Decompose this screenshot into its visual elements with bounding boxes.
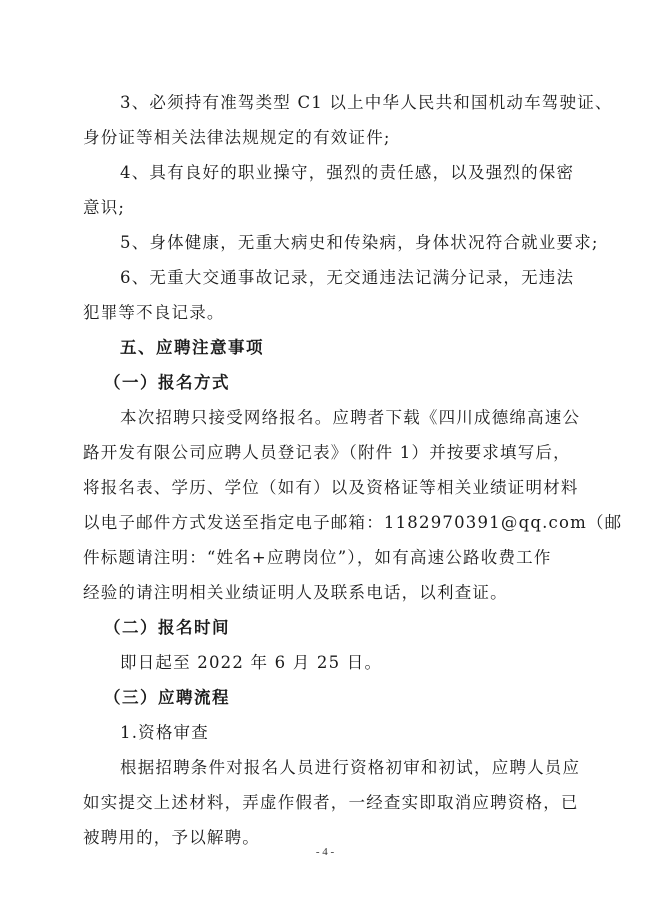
text-line: 3、必须持有准驾类型 C1 以上中华人民共和国机动车驾驶证、: [120, 93, 613, 112]
text-line: 路开发有限公司应聘人员登记表》（附件 1）并按要求填写后，: [83, 443, 571, 462]
text-line: 犯罪等不良记录。: [83, 303, 225, 322]
text-line: 身份证等相关法律法规规定的有效证件;: [83, 128, 391, 147]
text-line: 如实提交上述材料，弄虚作假者，一经查实即取消应聘资格，已: [83, 793, 579, 812]
text-line: 4、具有良好的职业操守，强烈的责任感，以及强烈的保密: [120, 163, 575, 182]
text-line: 根据招聘条件对报名人员进行资格初审和初试，应聘人员应: [120, 758, 581, 777]
text-line: 将报名表、学历、学位（如有）以及资格证等相关业绩证明材料: [83, 478, 579, 497]
text-line: 6、无重大交通事故记录，无交通违法记满分记录，无违法: [120, 268, 575, 287]
subsection-heading: （二）报名时间: [104, 618, 230, 637]
text-line: 即日起至 2022 年 6 月 25 日。: [120, 653, 383, 672]
text-line: 本次招聘只接受网络报名。应聘者下载《四川成德绵高速公: [120, 408, 581, 427]
text-line: 被聘用的，予以解聘。: [83, 828, 260, 847]
subsection-heading: （一）报名方式: [104, 373, 230, 392]
text-line: 经验的请注明相关业绩证明人及联系电话，以利查证。: [83, 583, 508, 602]
text-line: 5、身体健康，无重大病史和传染病，身体状况符合就业要求;: [120, 233, 599, 252]
page-number: - 4 -: [315, 846, 335, 858]
subsection-heading: （三）应聘流程: [104, 688, 230, 707]
text-line: 件标题请注明：“姓名+应聘岗位”），如有高速公路收费工作: [83, 548, 552, 567]
section-heading: 五、应聘注意事项: [120, 338, 264, 357]
text-line: 以电子邮件方式发送至指定电子邮箱：1182970391@qq.com（邮: [83, 513, 623, 532]
text-line: 1.资格审查: [120, 723, 209, 742]
text-line: 意识;: [83, 198, 126, 217]
